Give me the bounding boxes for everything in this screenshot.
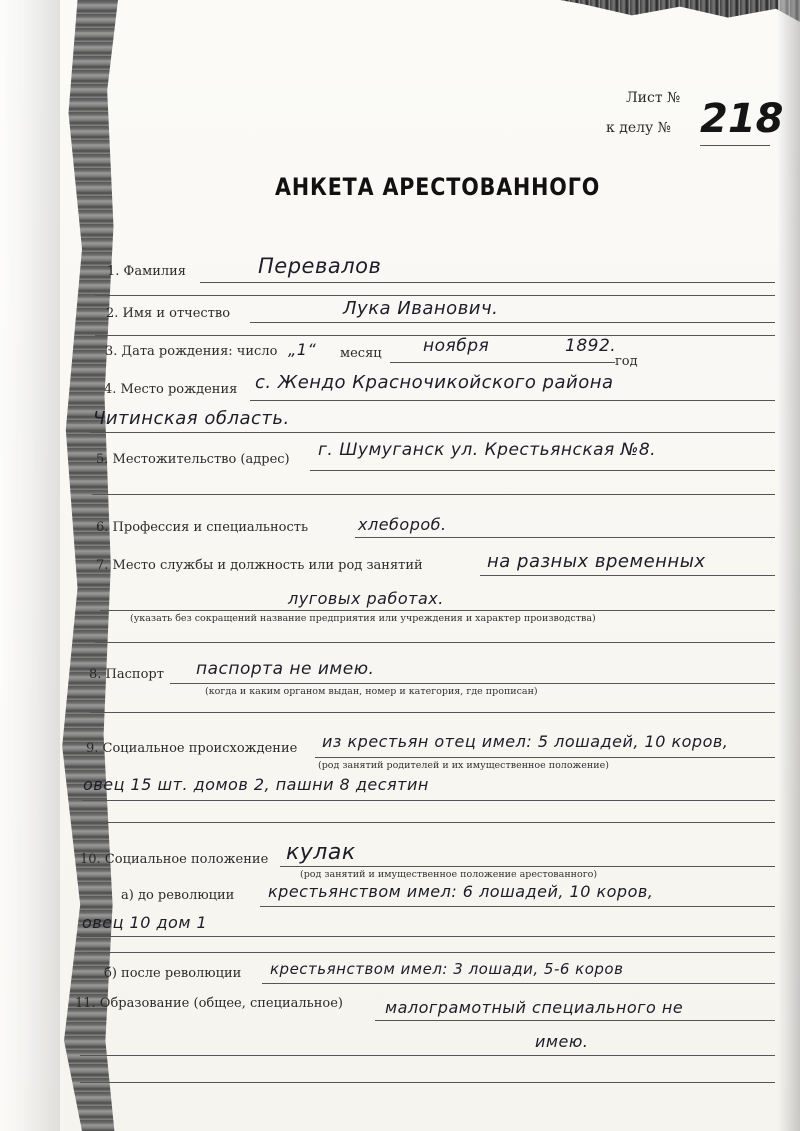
field-9-hint: (род занятий родителей и их имущественное положение) (318, 760, 609, 771)
field-7-hint: (указать без сокращений название предприятия или учреждения и характер производства) (130, 613, 596, 624)
field-11-label: 11. Образование (общее, специальное) (75, 996, 343, 1011)
page-title: АНКЕТА АРЕСТОВАННОГО (275, 173, 601, 201)
field-5-value: г. Шумуганск ул. Крестьянская №8. (318, 440, 657, 460)
sheet-label: Лист № (626, 90, 681, 106)
case-label: к делу № (606, 120, 671, 136)
field-6-label: 6. Профессия и специальность (96, 520, 309, 535)
field-10a-label: а) до революции (121, 888, 235, 903)
field-6-value: хлебороб. (358, 515, 447, 534)
field-11-value-1: малограмотный специального не (385, 998, 684, 1017)
field-1-value: Перевалов (258, 254, 382, 278)
field-9-value-1: из крестьян отец имел: 5 лошадей, 10 коров, (322, 732, 729, 751)
case-number-line (700, 145, 770, 146)
scan-shadow-left (0, 0, 60, 1131)
field-2-value: Лука Иванович. (343, 298, 499, 319)
field-9-label: 9. Социальное происхождение (86, 741, 298, 756)
case-number: 218 (700, 96, 784, 142)
field-3-day: „1“ (288, 340, 317, 359)
field-3-month-label: месяц (340, 346, 382, 361)
field-2-label: 2. Имя и отчество (106, 306, 231, 321)
field-8-label: 8. Паспорт (89, 667, 164, 682)
field-10a-value-1: крестьянством имел: 6 лошадей, 10 коров, (268, 882, 654, 901)
field-4-value-2: Читинская область. (93, 408, 290, 429)
field-10b-label: б) после революции (104, 966, 242, 981)
field-10a-value-2: овец 10 дом 1 (82, 913, 208, 932)
field-8-value: паспорта не имею. (196, 659, 375, 679)
field-8-hint: (когда и каким органом выдан, номер и категория, где прописан) (205, 686, 538, 697)
field-1-label: 1. Фамилия (107, 264, 186, 279)
field-11-value-2: имею. (535, 1032, 589, 1051)
field-10-hint: (род занятий и имущественное положение арестованного) (300, 869, 598, 880)
field-3-label: 3. Дата рождения: число (105, 344, 278, 359)
field-10-label: 10. Социальное положение (80, 852, 269, 867)
field-5-label: 5. Местожительство (адрес) (96, 452, 290, 467)
field-9-value-2: овец 15 шт. домов 2, пашни 8 десятин (83, 775, 429, 794)
field-3-month: ноября (423, 336, 490, 356)
field-7-value-2: луговых работах. (288, 589, 444, 608)
field-7-label: 7. Место службы и должность или род занятий (96, 558, 423, 573)
field-4-value-1: с. Жендо Красночикойского района (255, 372, 614, 393)
field-4-label: 4. Место рождения (104, 382, 238, 397)
field-7-value-1: на разных временных (487, 551, 706, 572)
field-3-year-label: год (615, 354, 638, 369)
field-3-year: 1892. (565, 336, 617, 356)
scan-shadow-right (778, 0, 800, 1131)
field-10b-value: крестьянством имел: 3 лошади, 5-6 коров (270, 960, 624, 978)
field-10-value: кулак (286, 840, 356, 865)
